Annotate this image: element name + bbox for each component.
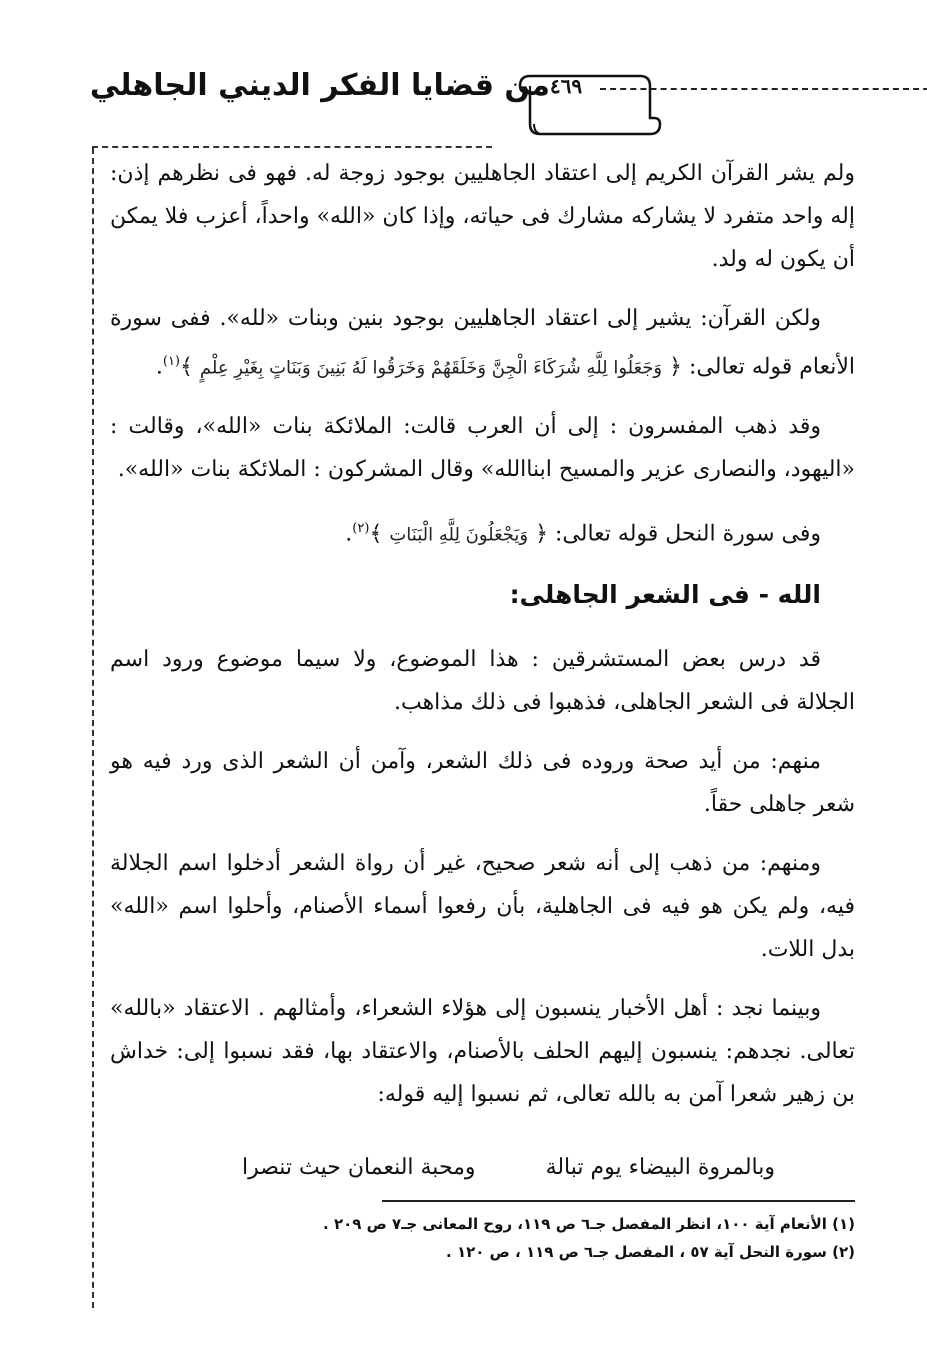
page-number: ٤٦٩ <box>549 74 583 98</box>
poetry-verse <box>110 1146 855 1189</box>
frame-left-rule <box>92 148 94 1308</box>
header-dashed-rule <box>600 88 927 90</box>
paragraph-4 <box>110 507 855 556</box>
paragraph-2-text: ولكن القرآن: يشير إلى اعتقاد الجاهليين بوجود بنين وبنات «لله». ففى سورة الأنعام قوله تعالى: ﴿ <box>110 306 855 380</box>
paragraph-6: منهم: من أيد صحة وروده فى ذلك الشعر، وآمن أن الشعر الذى ورد فيه هو شعر جاهلى حقاً. <box>110 748 855 817</box>
paragraph-4-text: وفى سورة النحل قوله تعالى: ﴿ <box>535 521 821 547</box>
section-heading: الله - فى الشعر الجاهلى: <box>509 579 821 609</box>
quran-verse-anam: وَجَعَلُوا لِلَّهِ شُرَكَاءَ الْجِنَّ وَخَلَقَهُمْ وَخَرَقُوا لَهُ بَنِينَ وَبَنَاتٍ بِغَيْرِ عِلْمٍ <box>199 357 663 379</box>
footnotes <box>110 1210 855 1266</box>
paragraph-4-end: . <box>345 521 353 547</box>
verse-hemistich-1: وبالمروة البيضاء يوم تبالة <box>545 1154 775 1180</box>
footnote-2: (٢) سورة النحل آية ٥٧ ، المفصل جـ٦ ص ١١٩ ، ص ١٢٠ . <box>446 1243 855 1261</box>
quran-bracket-close: ﴾ <box>180 354 193 380</box>
paragraph-7: ومنهم: من ذهب إلى أنه شعر صحيح، غير أن رواة الشعر أدخلوا اسم الجلالة فيه، ولم يكن هو فيه فى الجاهلية، بأن رفعوا أسماء الأصنام، وأحلوا اسم «الله» بدل اللات. <box>110 850 855 962</box>
footnote-1: (١) الأنعام آية ١٠٠، انظر المفصل جـ٦ ص ١١٩، روح المعانى جـ٧ ص ٢٠٩ . <box>323 1215 855 1233</box>
paragraph-2-end: . <box>155 354 163 380</box>
running-title: من قضايا الفكر الديني الجاهلي <box>89 68 550 103</box>
paragraph-5: قد درس بعض المستشرقين : هذا الموضوع، ولا سيما موضوع ورود اسم الجلالة فى الشعر الجاهلى، فذهبوا فى ذلك مذاهب. <box>110 646 855 715</box>
quran-bracket-close: ﴾ <box>369 521 383 547</box>
paragraph-3: وقد ذهب المفسرون : إلى أن العرب قالت: الملائكة بنات «الله»، وقالت : «اليهود، والنصارى عزير والمسيح ابناالله» وقال المشركون : الملائكة بنات «الله». <box>110 414 855 483</box>
footnote-ref-1[interactable]: (١) <box>162 354 180 369</box>
paragraph-2 <box>110 297 855 389</box>
paragraph-8: وبينما نجد : أهل الأخبار ينسبون إلى هؤلاء الشعراء، وأمثالهم . الاعتقاد «بالله» تعالى. نجدهم: ينسبون إليهم الحلف بالأصنام، والاعتقاد بها، فقد نسبوا إلى: خداش بن زهير شعرا آمن به بالله تعالى، ثم نسبوا إليه قوله: <box>110 995 855 1107</box>
paragraph-1: ولم يشر القرآن الكريم إلى اعتقاد الجاهليين بوجود زوجة له. فهو فى نظرهم إذن: إله واحد متفرد لا يشاركه مشارك فى حياته، وإذا كان «الله» واحداً، أعزب فلا يمكن أن يكون له ولد. <box>110 161 855 272</box>
quran-verse-nahl: وَيَجْعَلُونَ لِلَّهِ الْبَنَاتِ <box>389 524 529 546</box>
footnote-ref-2[interactable]: (٢) <box>352 521 370 537</box>
verse-hemistich-2: ومحبة النعمان حيث تنصرا <box>241 1154 476 1180</box>
main-text <box>110 152 855 1189</box>
page-header <box>90 62 880 142</box>
footnote-divider <box>382 1200 855 1202</box>
frame-top-rule <box>92 146 492 148</box>
